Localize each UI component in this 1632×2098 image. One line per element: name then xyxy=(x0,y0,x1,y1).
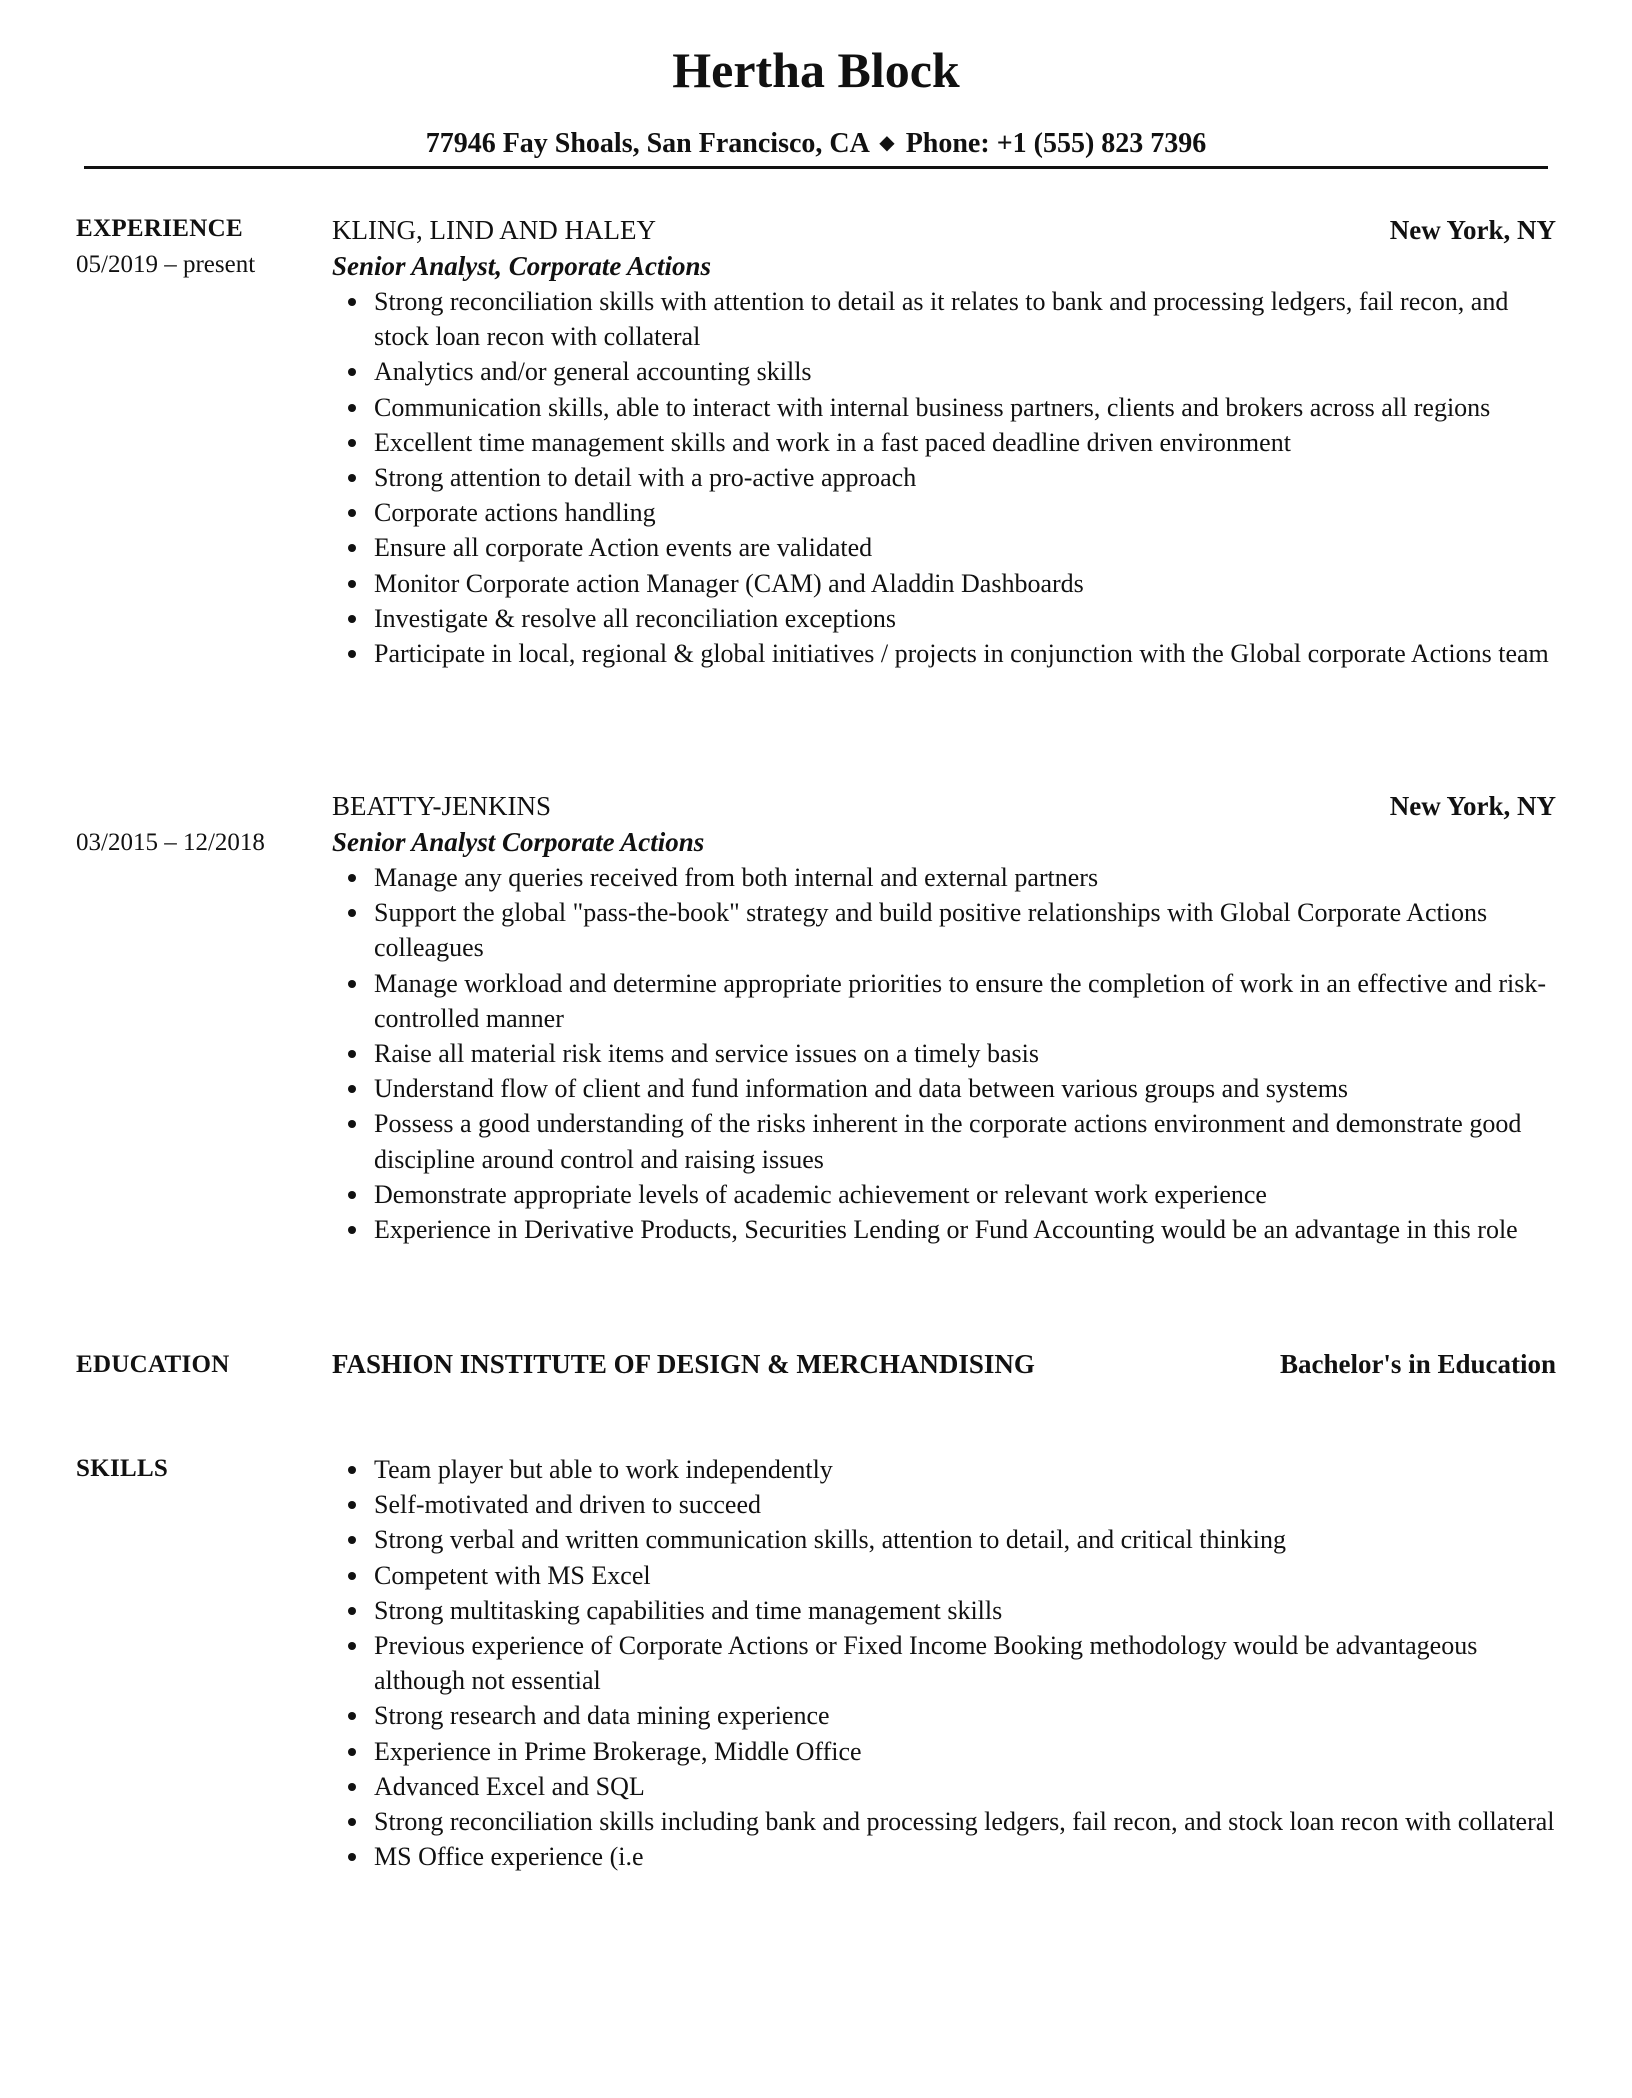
list-item: Previous experience of Corporate Actions or Fixed Income Booking methodology would be advantageous although not essential xyxy=(374,1628,1556,1698)
list-item: Competent with MS Excel xyxy=(374,1558,1556,1593)
job-2-title: Senior Analyst Corporate Actions xyxy=(332,827,705,857)
job-1-employer: KLING, LIND AND HALEY xyxy=(332,215,656,245)
contact-line xyxy=(0,126,1632,161)
job-1-dates: 05/2019 – present xyxy=(76,251,256,278)
list-item: Analytics and/or general accounting skills xyxy=(374,354,1556,389)
list-item: Investigate & resolve all reconciliation exceptions xyxy=(374,601,1556,636)
job-2-location: New York, NY xyxy=(1389,791,1556,821)
list-item: Support the global "pass-the-book" strategy and build positive relationships with Global Corporate Actions colleagues xyxy=(374,895,1556,965)
list-item: Possess a good understanding of the risks inherent in the corporate actions environment and demonstrate good discipline around control and raising issues xyxy=(374,1106,1556,1176)
list-item: Strong reconciliation skills with attention to detail as it relates to bank and processing ledgers, fail recon, and stock loan recon with collateral xyxy=(374,284,1556,354)
list-item: MS Office experience (i.e xyxy=(374,1839,1556,1874)
job-2-header xyxy=(332,788,1556,824)
list-item: Strong attention to detail with a pro-active approach xyxy=(374,460,1556,495)
list-item: Participate in local, regional & global initiatives / projects in conjunction with the Global corporate Actions team xyxy=(374,636,1556,671)
list-item: Monitor Corporate action Manager (CAM) and Aladdin Dashboards xyxy=(374,566,1556,601)
list-item: Strong multitasking capabilities and time management skills xyxy=(374,1593,1556,1628)
list-item: Corporate actions handling xyxy=(374,495,1556,530)
skills-section-label: SKILLS xyxy=(76,1455,169,1482)
job-2-bullets xyxy=(332,860,1556,1247)
list-item: Strong research and data mining experience xyxy=(374,1698,1556,1733)
list-item: Experience in Derivative Products, Securities Lending or Fund Accounting would be an advantage in this role xyxy=(374,1212,1556,1247)
list-item: Self-motivated and driven to succeed xyxy=(374,1487,1556,1522)
list-item: Communication skills, able to interact with internal business partners, clients and brokers across all regions xyxy=(374,390,1556,425)
list-item: Ensure all corporate Action events are validated xyxy=(374,530,1556,565)
list-item: Team player but able to work independently xyxy=(374,1452,1556,1487)
diamond-separator-icon: ◆ xyxy=(879,132,895,154)
candidate-name: Hertha Block xyxy=(672,42,960,98)
list-item: Experience in Prime Brokerage, Middle Office xyxy=(374,1734,1556,1769)
list-item: Understand flow of client and fund information and data between various groups and systems xyxy=(374,1071,1556,1106)
job-1-title: Senior Analyst, Corporate Actions xyxy=(332,251,712,281)
list-item: Manage workload and determine appropriate priorities to ensure the completion of work in an effective and risk-controlled manner xyxy=(374,966,1556,1036)
skills-bullets xyxy=(332,1452,1556,1874)
list-item: Advanced Excel and SQL xyxy=(374,1769,1556,1804)
list-item: Strong verbal and written communication skills, attention to detail, and critical thinking xyxy=(374,1522,1556,1557)
degree: Bachelor's in Education xyxy=(1279,1349,1556,1379)
address: 77946 Fay Shoals, San Francisco, CA xyxy=(425,128,869,159)
job-1-location: New York, NY xyxy=(1389,215,1556,245)
phone: Phone: +1 (555) 823 7396 xyxy=(905,128,1207,159)
job-2-employer: BEATTY-JENKINS xyxy=(332,791,551,821)
job-1-header xyxy=(332,212,1556,248)
list-item: Raise all material risk items and service issues on a timely basis xyxy=(374,1036,1556,1071)
experience-section-label: EXPERIENCE xyxy=(76,215,243,242)
job-2-entry xyxy=(332,788,1556,1247)
job-2-dates: 03/2015 – 12/2018 xyxy=(76,829,265,856)
list-item: Strong reconciliation skills including bank and processing ledgers, fail recon, and stock loan recon with collateral xyxy=(374,1804,1556,1839)
header-divider xyxy=(84,166,1548,169)
education-entry xyxy=(332,1346,1556,1382)
list-item: Manage any queries received from both internal and external partners xyxy=(374,860,1556,895)
job-1-entry xyxy=(332,212,1556,671)
list-item: Excellent time management skills and work in a fast paced deadline driven environment xyxy=(374,425,1556,460)
job-1-bullets xyxy=(332,284,1556,671)
school-name: FASHION INSTITUTE OF DESIGN & MERCHANDISING xyxy=(332,1349,1035,1379)
education-section-label: EDUCATION xyxy=(76,1351,230,1378)
skills-entry xyxy=(332,1452,1556,1874)
list-item: Demonstrate appropriate levels of academic achievement or relevant work experience xyxy=(374,1177,1556,1212)
